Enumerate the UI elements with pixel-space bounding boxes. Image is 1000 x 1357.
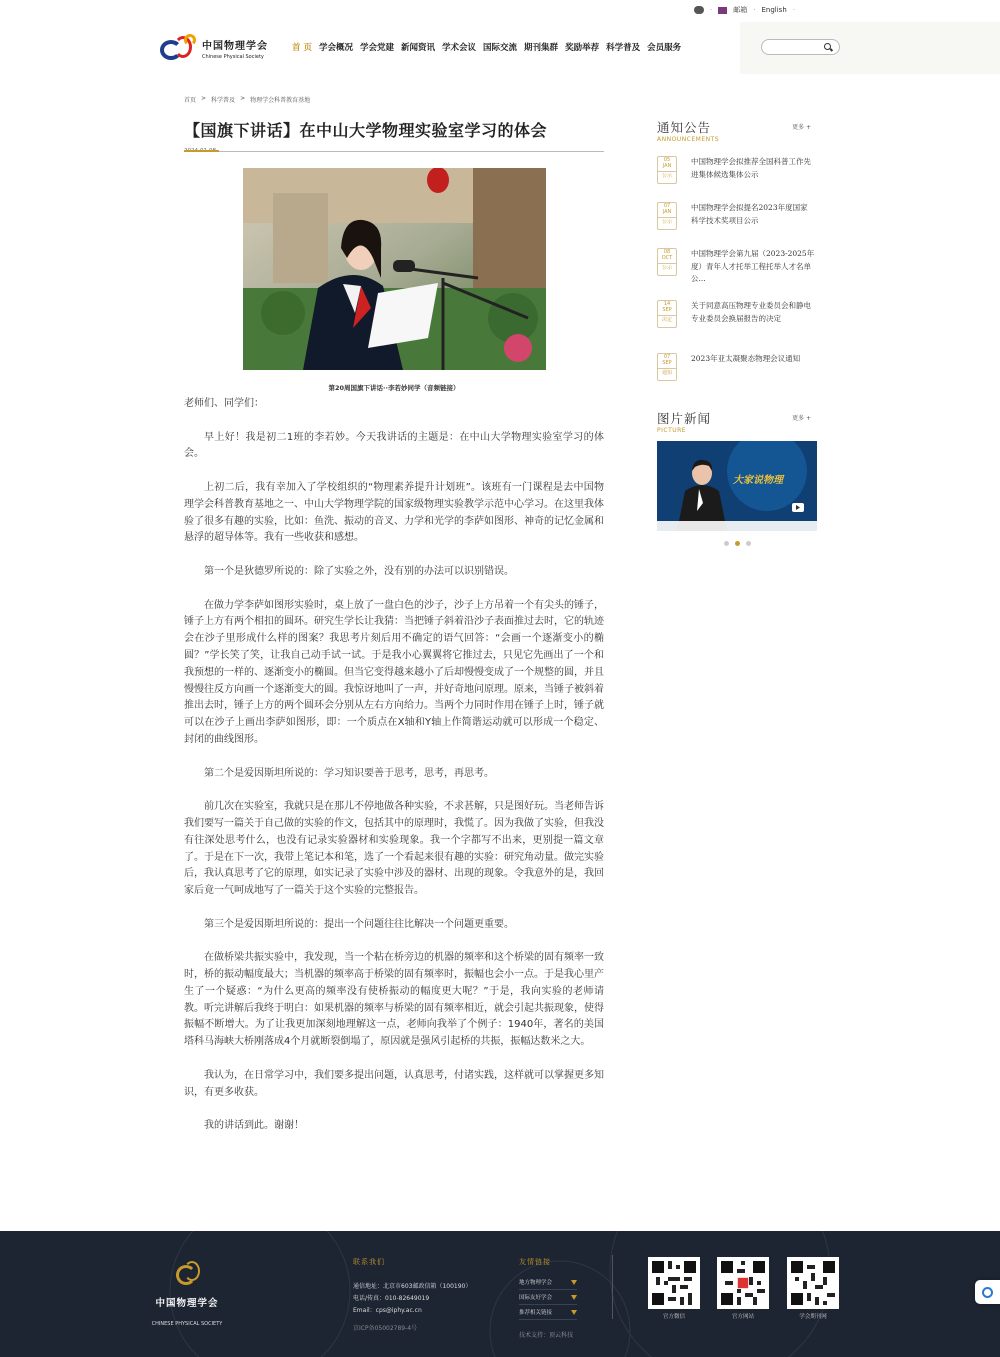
qr-wechat: [648, 1257, 700, 1320]
qr-journals-label: 学会期刊网: [799, 1314, 827, 1320]
notice-date-badge: 14 SEP 决定: [657, 300, 677, 328]
qr-code-icon: [717, 1257, 769, 1309]
mail-link[interactable]: 邮箱: [733, 6, 748, 14]
qr-code-icon: [787, 1257, 839, 1309]
notice-text[interactable]: 2023年亚太凝聚态物理会议通知: [691, 354, 801, 363]
site-header: [0, 22, 1000, 74]
notice-item[interactable]: [657, 353, 817, 409]
footer-contact-heading: 联系我们: [353, 1258, 385, 1266]
carousel-dot[interactable]: [746, 541, 751, 546]
article-paragraph: 第二个是爱因斯坦所说的：学习知识要善于思考，思考，再思考。: [204, 767, 494, 779]
cps-logo-icon: [160, 34, 198, 62]
notice-text[interactable]: 中国物理学会拟推荐全国科普工作先进集体候选集体公示: [691, 157, 811, 179]
dropdown-arrow-icon: [571, 1310, 577, 1315]
search-box: [761, 39, 840, 55]
nav-about[interactable]: 学会概况: [318, 43, 353, 53]
picture-news-banner[interactable]: [657, 441, 817, 531]
notice-item[interactable]: [657, 300, 817, 353]
qr-journals: [787, 1257, 839, 1320]
footer-logo[interactable]: [142, 1261, 232, 1327]
picture-news-title-en: PICTURE: [657, 427, 687, 434]
breadcrumb: 首页 > 科学普及 > 物理学会科普教育基地: [184, 95, 311, 104]
title-divider: [184, 151, 604, 152]
footer-logo-en: CHINESE PHYSICAL SOCIETY: [151, 1321, 223, 1327]
article-paragraph: 上初二后，我有幸加入了学校组织的“物理素养提升计划班”。该班有一门课程是去中国物理学会科普教育基地之一、中山大学物理学院的国家级物理实验教学示范中心学习。在这里我体验了很多有趣的实验，比如：鱼洗、振动的音叉、力学和光学的李萨如图形、神奇的记忆金属和悬浮的超导体等。我有一些收获和感想。: [184, 481, 604, 544]
notices-header: [657, 118, 817, 144]
site-footer: [0, 1231, 1000, 1357]
notice-date-badge: 07 SEP 通知: [657, 353, 677, 381]
notice-text[interactable]: 关于同意高压物理专业委员会和静电专业委员会换届报告的决定: [691, 301, 811, 323]
notices-title: 通知公告: [657, 120, 712, 135]
article-title: 【国旗下讲话】在中山大学物理实验室学习的体会: [184, 121, 548, 140]
notices-title-en: ANNOUNCEMENTS: [657, 136, 720, 143]
picture-news-banner-text: 大家说物理: [733, 475, 783, 486]
carousel-dot[interactable]: [724, 541, 729, 546]
footer-email: Email：cps@iphy.ac.cn: [353, 1307, 422, 1314]
nav-popular-science[interactable]: 科学普及: [606, 43, 641, 53]
logo-title-en: Chinese Physical Society: [202, 53, 264, 60]
picture-news-more-link[interactable]: 更多 +: [792, 415, 811, 422]
footer-links-heading: 友情链接: [519, 1258, 551, 1266]
footer-address: 通信地址：北京市603邮政信箱（100190）: [353, 1283, 472, 1290]
notice-text[interactable]: 中国物理学会拟提名2023年度国家科学技术奖项目公示: [691, 203, 808, 225]
notice-date-badge: 05 JAN 公示: [657, 156, 677, 184]
friend-link-international[interactable]: 国际友好学会: [519, 1290, 577, 1305]
nav-home[interactable]: 首 页: [292, 43, 312, 53]
search-input[interactable]: [768, 42, 824, 52]
footer-links: [519, 1257, 577, 1339]
article-paragraph: 早上好！我是初二1班的李若妙。今天我讲话的主题是：在中山大学物理实验室学习的体会。: [184, 431, 604, 460]
dropdown-arrow-icon: [571, 1280, 577, 1285]
notice-date-badge: 07 JAN 公示: [657, 202, 677, 230]
notice-item[interactable]: [657, 156, 817, 202]
help-icon: [982, 1287, 993, 1298]
nav-awards[interactable]: 奖励举荐: [565, 43, 600, 53]
notice-item[interactable]: [657, 248, 817, 300]
sidebar: [657, 118, 817, 546]
floating-help-button[interactable]: [975, 1280, 1000, 1304]
nav-members[interactable]: 会员服务: [647, 43, 682, 53]
nav-news[interactable]: 新闻资讯: [401, 43, 436, 53]
utility-links: · 邮箱 · English ·: [694, 5, 795, 15]
breadcrumb-current[interactable]: 物理学会科普教育基地: [250, 97, 311, 104]
qr-website-label: 官方网站: [731, 1314, 754, 1320]
search-icon[interactable]: [824, 43, 831, 50]
article-paragraph: 老师们、同学们：: [184, 398, 264, 409]
footer-contact: [353, 1257, 471, 1332]
qr-code-icon: [648, 1257, 700, 1309]
article-paragraph: 第一个是狄德罗所说的：除了实验之外，没有别的办法可以识别错误。: [204, 565, 514, 577]
qr-wechat-label: 官方微信: [662, 1314, 685, 1320]
article-paragraph: 前几次在实验室，我就只是在那儿不停地做各种实验，不求甚解，只是图好玩。当老师告诉我们要写一篇关于自己做的实验的作文，包括其中的原理时，我慌了。因为我做了实验，但我没有往深处思考什么，也没有记录实验器材和实验现象。我一个字都写不出来，更别提一篇文章了。于是在下一次，我带上笔记本和笔，选了一个看起来很有趣的实验：研究角动量。做完实验后，我认真思考了它的原理，如实记录了实验中涉及的器材、出现的现象。令我意外的是，我回家后竟一气呵成地写了一篇关于这个实验的完整报告。: [184, 801, 604, 897]
site-logo[interactable]: [160, 34, 268, 62]
wechat-icon[interactable]: [694, 6, 704, 14]
nav-conferences[interactable]: 学术会议: [442, 43, 477, 53]
picture-news-header: [657, 409, 817, 435]
footer-tech-support: 技术支持：顶云科技: [519, 1332, 574, 1339]
footer-logo-cn: 中国物理学会: [155, 1298, 219, 1309]
cps-logo-icon: [172, 1261, 202, 1283]
breadcrumb-popular-science[interactable]: 科学普及: [211, 97, 236, 104]
breadcrumb-home[interactable]: 首页: [184, 97, 197, 104]
article-paragraph: 第三个是爱因斯坦所说的：提出一个问题往往比解决一个问题更重要。: [204, 918, 514, 930]
picture-news-title: 图片新闻: [657, 411, 712, 426]
dropdown-arrow-icon: [571, 1295, 577, 1300]
nav-party[interactable]: 学会党建: [359, 43, 394, 53]
article-paragraph: 在做桥梁共振实验中，我发现，当一个粘在桥旁边的机器的频率和这个桥梁的固有频率一致时，桥的振动幅度最大；当机器的频率高于桥梁的固有频率时，振幅也会小一点。于是我心里产生了一个疑惑：“为什么更高的频率没有使桥振动的幅度更大呢？”于是，我向实验的老师请教。听完讲解后我终于明白：如果机器的频率与桥梁的固有频率相近，就会引起共振现象，使得振幅不断增大。为了让我更加深刻地理解这一点，老师向我举了个例子：1940年，著名的美国塔科马海峡大桥刚落成4个月就断裂倒塌了，原因就是强风引起桥的共振，振幅达数米之大。: [184, 952, 604, 1048]
nav-journals[interactable]: 期刊集群: [524, 43, 559, 53]
notices-more-link[interactable]: 更多 +: [792, 124, 811, 131]
logo-title-cn: 中国物理学会: [202, 40, 268, 52]
article-photo: [243, 168, 546, 370]
friend-link-related[interactable]: 推荐相关链接: [519, 1305, 577, 1320]
carousel-dots: [657, 541, 817, 546]
english-link[interactable]: English: [761, 6, 787, 14]
nav-international[interactable]: 国际交流: [483, 43, 518, 53]
footer-icp[interactable]: 京ICP备05002789-4号: [353, 1325, 418, 1332]
article-paragraph: 我认为，在日常学习中，我们要多提出问题，认真思考，付诸实践，这样就可以掌握更多知识，有更多收获。: [184, 1069, 604, 1098]
carousel-dot-active[interactable]: [735, 541, 740, 546]
friend-link-local[interactable]: 地方物理学会: [519, 1275, 577, 1290]
article-paragraph: 在做力学李萨如图形实验时，桌上放了一盘白色的沙子，沙子上方吊着一个有尖头的锤子，锤子上方有两个相扣的圆环。研究生学长让我猜：当把锤子斜着沿沙子表面推过去时，它的轨迹会在沙子里形成什么样的图案？我思考片刻后用不确定的语气回答：“会画一个逐渐变小的椭圆？”学长笑了笑，让我自己动手试一试。于是我小心翼翼将它推过去，只见它先画出了一个和我预想的一样的、逐渐变小的椭圆。但当它变得越来越小了后却慢慢变成了一个规整的圆，并且慢慢往反方向画一个逐渐变大的圆。我惊讶地叫了一声，并好奇地问原理。原来，当锤子被斜着推出去时，锤子上方的两个圆环会分别从左右方向给力。当两个力同时作用在锤子上时，锤子就可以在沙子上画出李萨如图形，即：一个质点在X轴和Y轴上作简谐运动就可以形成一个稳定、封闭的曲线图形。: [184, 599, 604, 745]
top-utility-bar: [0, 0, 1000, 22]
article-paragraph: 我的讲话到此。谢谢！: [204, 1120, 304, 1132]
notice-item[interactable]: [657, 202, 817, 248]
notice-date-badge: 08 OCT 公示: [657, 248, 677, 276]
article-body: [184, 396, 604, 1152]
main-nav: [292, 41, 681, 53]
mail-icon: [718, 7, 727, 14]
footer-phone: 电话/传真：010-82649019: [353, 1295, 430, 1302]
qr-website: [717, 1257, 769, 1320]
notice-text[interactable]: 中国物理学会第九届（2023-2025年度）青年人才托举工程托举人才名单公...: [691, 249, 815, 283]
photo-caption[interactable]: 第20周国旗下讲话··李若妙同学（音频链接）: [328, 384, 460, 392]
